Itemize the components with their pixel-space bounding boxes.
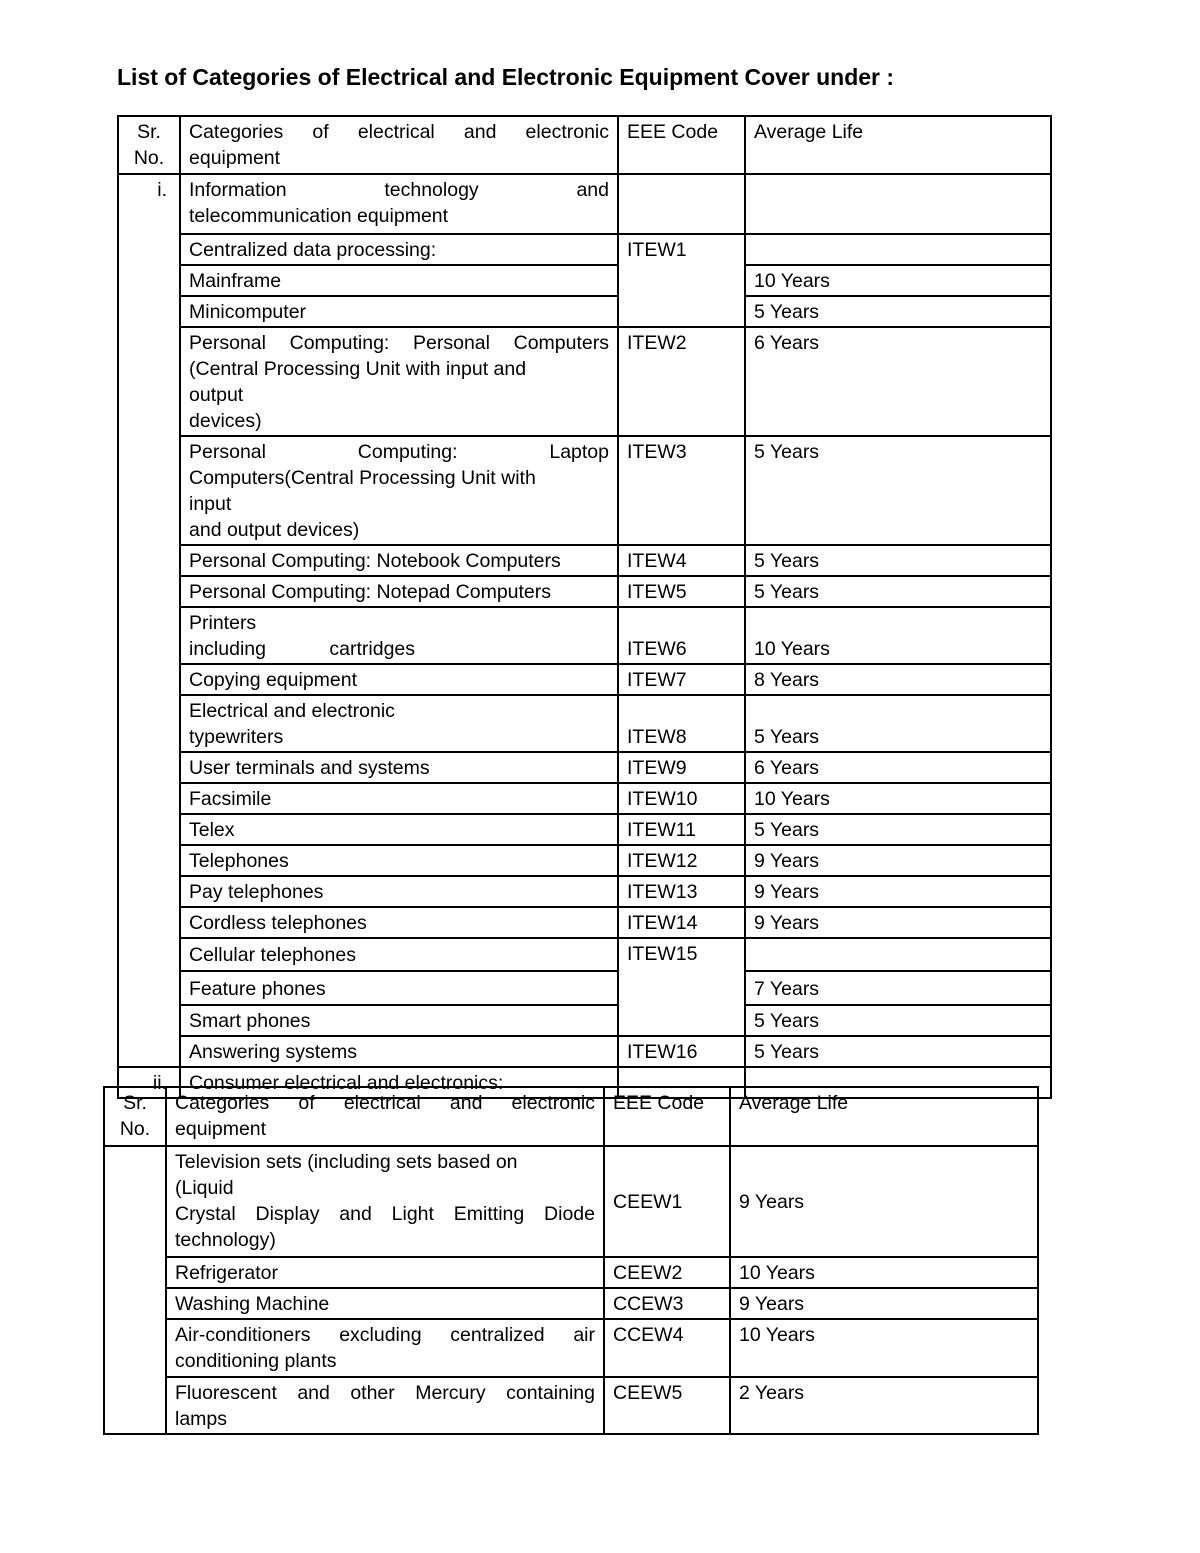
life-cell: 5 Years xyxy=(745,576,1051,607)
life-cell: 8 Years xyxy=(745,664,1051,695)
page-title: List of Categories of Electrical and Electronic Equipment Cover under : xyxy=(117,64,895,90)
table-header-row xyxy=(118,116,1051,174)
category-cell: Feature phones xyxy=(180,971,618,1005)
code-cell: CCEW4 xyxy=(604,1319,730,1377)
header-sr-no: Sr. No. xyxy=(104,1087,166,1146)
code-cell xyxy=(618,174,745,234)
category-cell: Consumer electrical and electronics: xyxy=(180,1067,618,1098)
code-cell: CEEW2 xyxy=(604,1257,730,1288)
life-cell: 6 Years xyxy=(745,752,1051,783)
category-cell: Personal Computing: Notepad Computers xyxy=(180,576,618,607)
table-row xyxy=(118,265,1051,296)
code-cell: ITEW9 xyxy=(618,752,745,783)
category-cell: Fluorescent and other Mercury containing lamps xyxy=(166,1377,604,1434)
table-header-row xyxy=(104,1087,1038,1146)
life-cell: 10 Years xyxy=(730,1319,1038,1377)
life-cell: 9 Years xyxy=(730,1288,1038,1319)
code-cell: ITEW3 xyxy=(618,436,745,545)
category-cell: Answering systems xyxy=(180,1036,618,1067)
table-row xyxy=(118,876,1051,907)
code-cell: ITEW5 xyxy=(618,576,745,607)
category-cell: Centralized data processing: xyxy=(180,234,618,265)
life-cell: 9 Years xyxy=(745,845,1051,876)
code-cell: ITEW11 xyxy=(618,814,745,845)
life-cell: 9 Years xyxy=(745,907,1051,938)
category-cell: Personal Computing: Personal Computers (Central Processing Unit with input and output devices) xyxy=(180,327,618,436)
table-row xyxy=(118,436,1051,545)
table-row xyxy=(118,607,1051,664)
table-row xyxy=(118,845,1051,876)
table-row xyxy=(118,234,1051,265)
life-cell: 5 Years xyxy=(745,1036,1051,1067)
table-row xyxy=(118,545,1051,576)
equipment-table-2 xyxy=(103,1086,1039,1435)
code-cell: ITEW15 xyxy=(618,938,745,1036)
code-cell: ITEW12 xyxy=(618,845,745,876)
sr-no-cell xyxy=(104,1146,166,1434)
code-cell: ITEW16 xyxy=(618,1036,745,1067)
category-cell: Cellular telephones xyxy=(180,938,618,971)
category-cell: Personal Computing: Notebook Computers xyxy=(180,545,618,576)
life-cell: 2 Years xyxy=(730,1377,1038,1434)
category-cell: Personal Computing: Laptop Computers(Central Processing Unit with input and output devices) xyxy=(180,436,618,545)
table-row xyxy=(118,576,1051,607)
header-sr-no: Sr. No. xyxy=(118,116,180,174)
equipment-table-1 xyxy=(117,115,1052,1099)
code-cell: ITEW2 xyxy=(618,327,745,436)
category-cell: Washing Machine xyxy=(166,1288,604,1319)
header-category: Categories of electrical and electronic equipment xyxy=(180,116,618,174)
category-cell: Cordless telephones xyxy=(180,907,618,938)
table-row xyxy=(118,783,1051,814)
table-row xyxy=(104,1319,1038,1377)
table-row xyxy=(104,1257,1038,1288)
category-cell: Air-conditioners excluding centralized air conditioning plants xyxy=(166,1319,604,1377)
code-cell: CEEW5 xyxy=(604,1377,730,1434)
life-cell: 5 Years xyxy=(745,695,1051,752)
life-cell: 5 Years xyxy=(745,1005,1051,1036)
table-row xyxy=(118,327,1051,436)
life-cell xyxy=(745,234,1051,265)
table-row xyxy=(118,1036,1051,1067)
life-cell: 5 Years xyxy=(745,814,1051,845)
category-cell: User terminals and systems xyxy=(180,752,618,783)
life-cell: 10 Years xyxy=(730,1257,1038,1288)
code-cell: ITEW14 xyxy=(618,907,745,938)
category-cell: Smart phones xyxy=(180,1005,618,1036)
code-cell: ITEW8 xyxy=(618,695,745,752)
table-row xyxy=(104,1146,1038,1257)
category-cell: Telephones xyxy=(180,845,618,876)
category-cell: Electrical and electronic typewriters xyxy=(180,695,618,752)
code-cell: ITEW13 xyxy=(618,876,745,907)
code-cell: CEEW1 xyxy=(604,1146,730,1257)
table-row xyxy=(118,1005,1051,1036)
category-cell: Telex xyxy=(180,814,618,845)
table-row xyxy=(118,296,1051,327)
life-cell: 10 Years xyxy=(745,783,1051,814)
header-category: Categories of electrical and electronic equipment xyxy=(166,1087,604,1146)
code-cell: ITEW10 xyxy=(618,783,745,814)
category-cell: Mainframe xyxy=(180,265,618,296)
table-row xyxy=(118,938,1051,971)
category-cell: Facsimile xyxy=(180,783,618,814)
life-cell: 10 Years xyxy=(745,265,1051,296)
header-eee-code: EEE Code xyxy=(618,116,745,174)
life-cell xyxy=(745,174,1051,234)
header-eee-code: EEE Code xyxy=(604,1087,730,1146)
table-row xyxy=(118,907,1051,938)
table-row xyxy=(118,814,1051,845)
life-cell xyxy=(745,938,1051,971)
code-cell: ITEW4 xyxy=(618,545,745,576)
life-cell: 5 Years xyxy=(745,296,1051,327)
category-cell: Television sets (including sets based on (Liquid Crystal Display and Light Emitting Diode technology) xyxy=(166,1146,604,1257)
header-average-life: Average Life xyxy=(745,116,1051,174)
category-cell: Pay telephones xyxy=(180,876,618,907)
life-cell: 9 Years xyxy=(730,1146,1038,1257)
category-cell: Printers including cartridges xyxy=(180,607,618,664)
category-cell: Minicomputer xyxy=(180,296,618,327)
sr-no-cell: ii. xyxy=(118,1067,180,1098)
table-row xyxy=(118,971,1051,1005)
code-cell: ITEW6 xyxy=(618,607,745,664)
table-row xyxy=(118,174,1051,234)
code-cell: ITEW1 xyxy=(618,234,745,327)
table-row xyxy=(104,1288,1038,1319)
life-cell: 10 Years xyxy=(745,607,1051,664)
life-cell: 5 Years xyxy=(745,545,1051,576)
life-cell: 9 Years xyxy=(745,876,1051,907)
category-cell: Copying equipment xyxy=(180,664,618,695)
table-row xyxy=(118,695,1051,752)
life-cell: 5 Years xyxy=(745,436,1051,545)
sr-no-cell: i. xyxy=(118,174,180,1067)
life-cell: 7 Years xyxy=(745,971,1051,1005)
code-cell: ITEW7 xyxy=(618,664,745,695)
table-row xyxy=(118,752,1051,783)
table-row xyxy=(104,1377,1038,1434)
category-cell: Refrigerator xyxy=(166,1257,604,1288)
table-row xyxy=(118,664,1051,695)
code-cell: CCEW3 xyxy=(604,1288,730,1319)
category-cell: Information technology and telecommunication equipment xyxy=(180,174,618,234)
life-cell: 6 Years xyxy=(745,327,1051,436)
header-average-life: Average Life xyxy=(730,1087,1038,1146)
